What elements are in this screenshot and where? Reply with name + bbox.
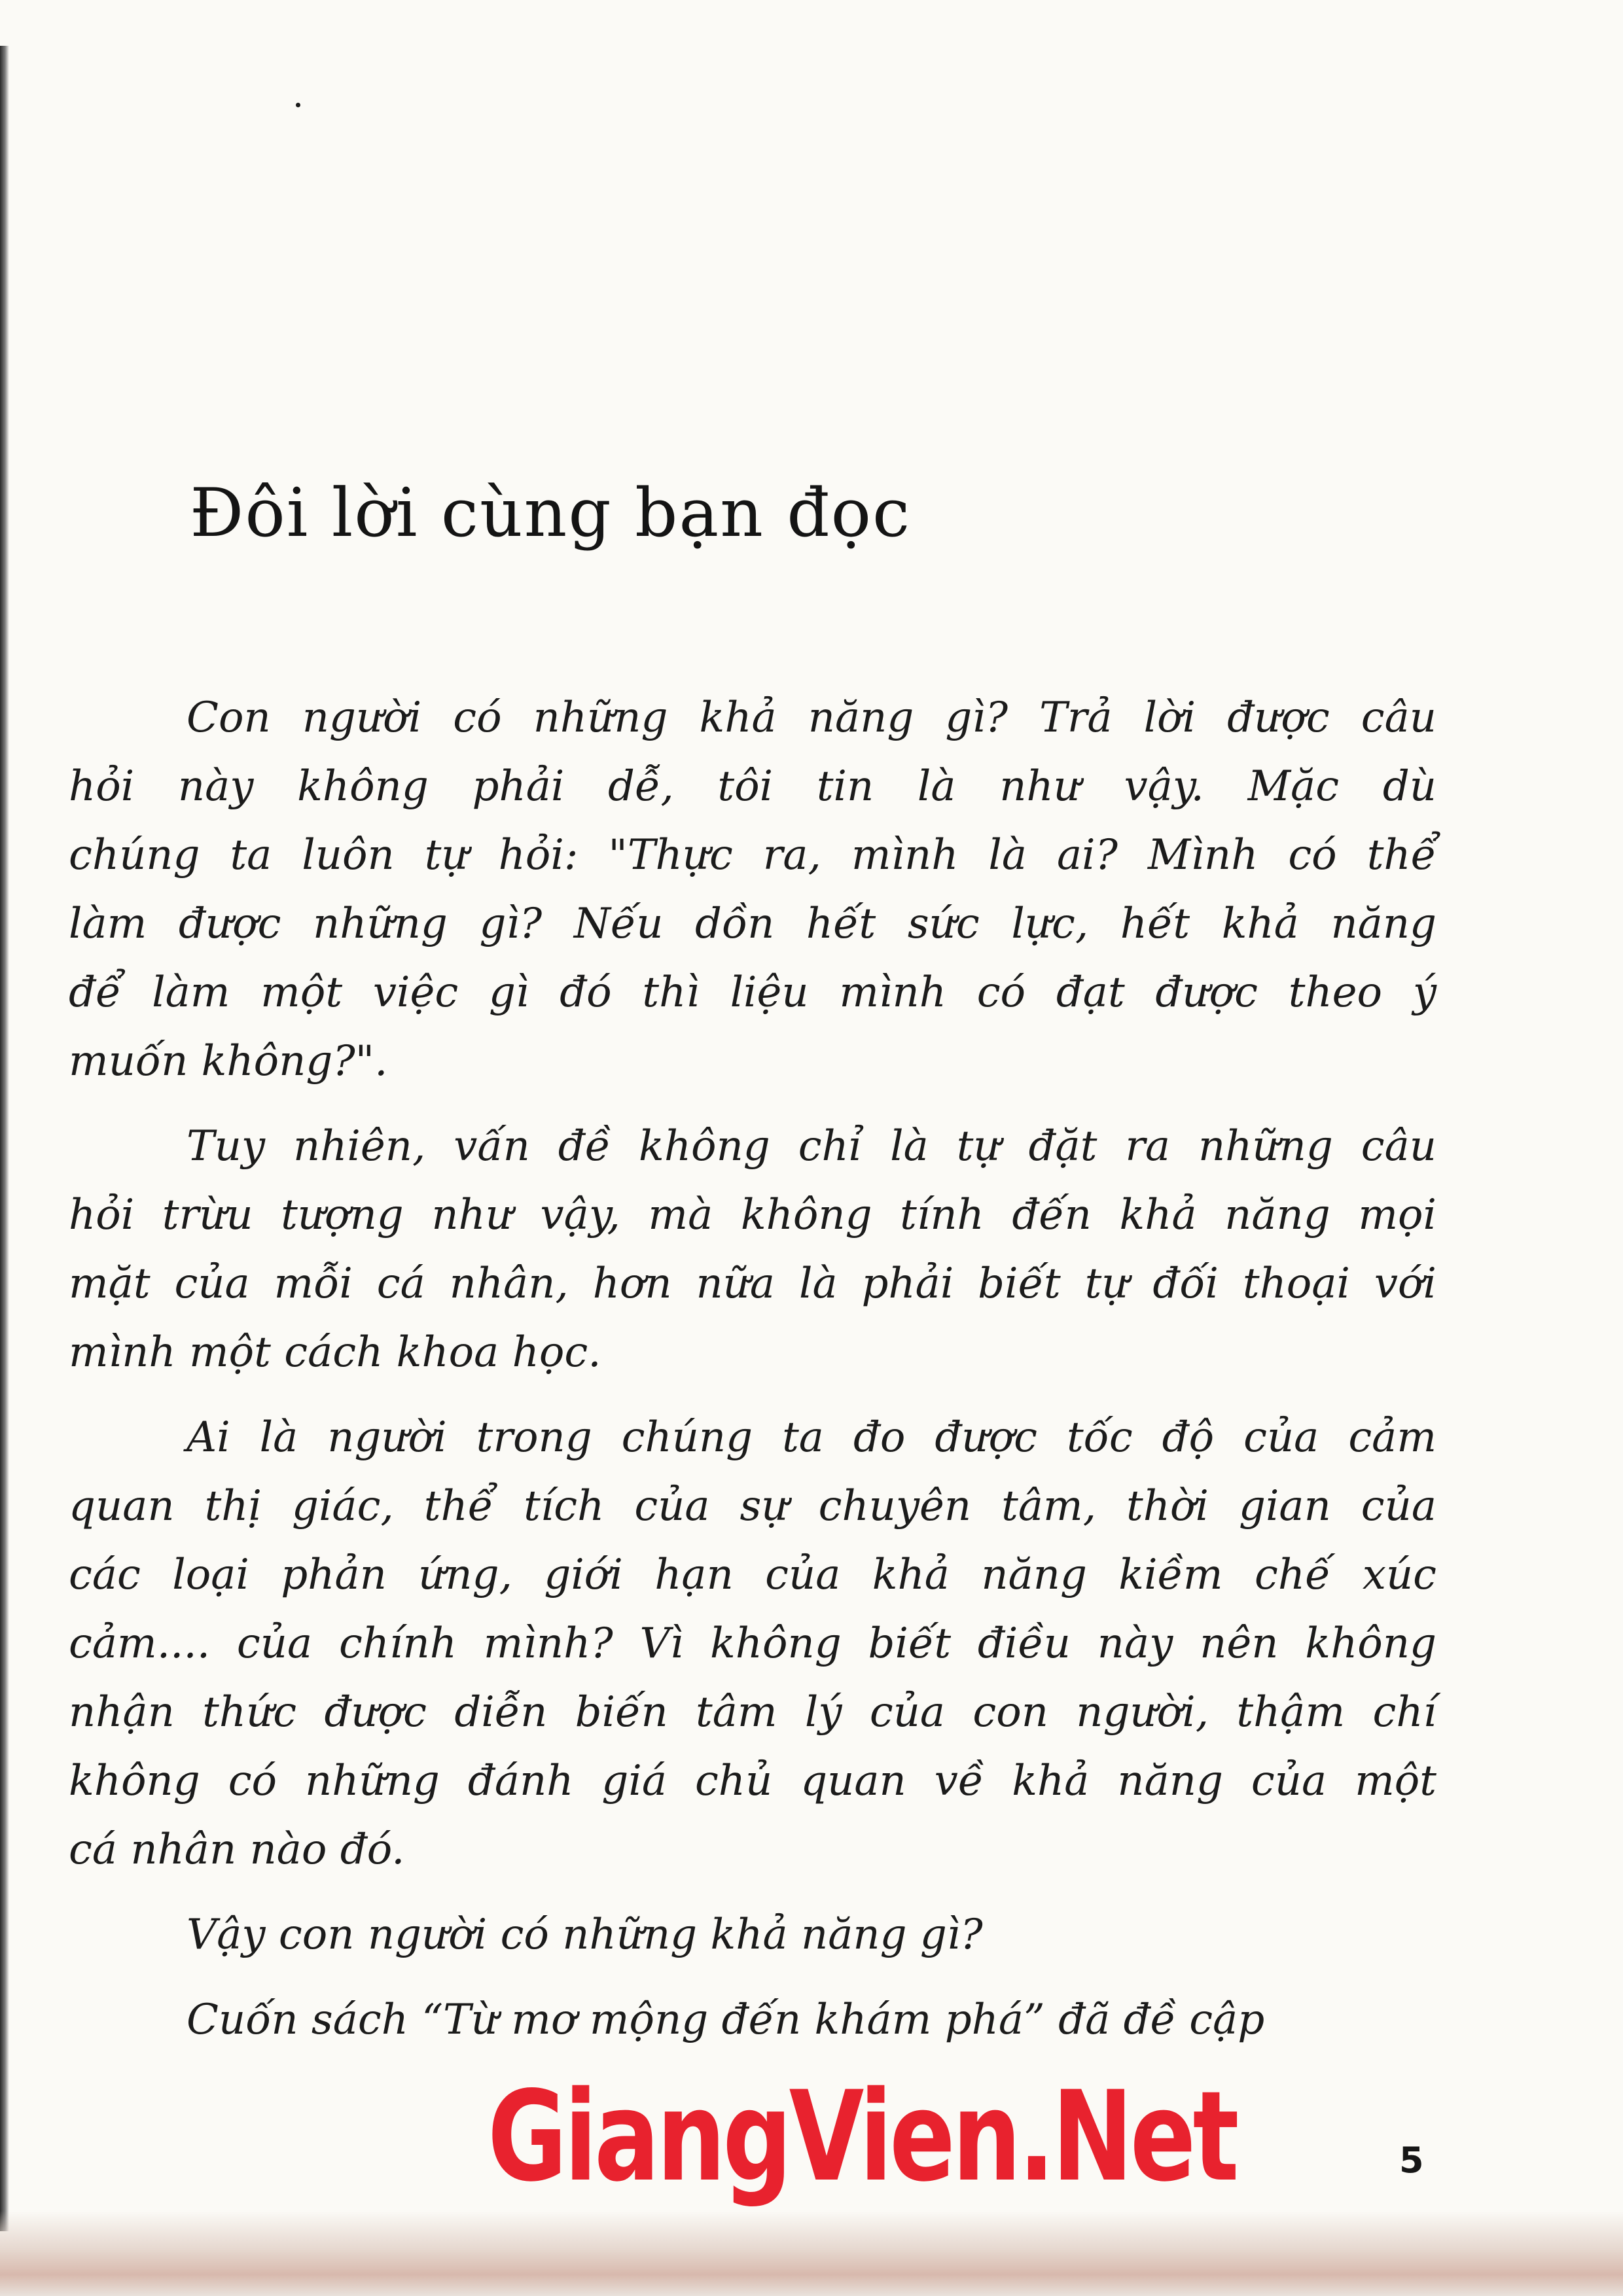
- paragraph: [69, 1404, 1436, 1884]
- text-line: chúng ta luôn tự hỏi: "Thực ra, mình là ai? Mình có thể: [69, 831, 1436, 879]
- paragraph: [69, 1112, 1436, 1387]
- text-line: làm được những gì? Nếu dồn hết sức lực, hết khả năng: [69, 900, 1436, 948]
- text-line: hỏi này không phải dễ, tôi tin là như vậy. Mặc dù: [69, 762, 1436, 811]
- text-line: Con người có những khả năng gì? Trả lời được câu: [187, 694, 1436, 742]
- text-line: các loại phản ứng, giới hạn của khả năng kiềm chế xúc: [69, 1551, 1436, 1599]
- bottom-shadow: [0, 2211, 1623, 2296]
- page-title: Đôi lời cùng bạn đọc: [190, 474, 912, 552]
- text-line: Cuốn sách “Từ mơ mộng đến khám phá” đã đề cập: [187, 1996, 1265, 2044]
- text-line: mình một cách khoa học.: [69, 1328, 601, 1377]
- page-number: 5: [1399, 2140, 1424, 2181]
- text-line: mặt của mỗi cá nhân, hơn nữa là phải biết tự đối thoại với: [69, 1260, 1436, 1308]
- paragraph: [69, 1986, 1436, 2055]
- text-line: Tuy nhiên, vấn đề không chỉ là tự đặt ra những câu: [187, 1122, 1436, 1171]
- paragraph: [69, 1901, 1436, 1969]
- text-line: muốn không?".: [69, 1037, 388, 1086]
- text-line: Vậy con người có những khả năng gì?: [187, 1911, 983, 1959]
- text-line: quan thị giác, thể tích của sự chuyên tâm, thời gian của: [69, 1482, 1436, 1530]
- text-line: cá nhân nào đó.: [69, 1826, 405, 1874]
- text-line: cảm.... của chính mình? Vì không biết điều này nên không: [69, 1619, 1436, 1668]
- paragraph-gap: [69, 1969, 1436, 1986]
- paragraph-gap: [69, 1096, 1436, 1112]
- body-text: [69, 684, 1436, 2055]
- text-line: Ai là người trong chúng ta đo được tốc độ của cảm: [187, 1413, 1436, 1462]
- text-line: hỏi trừu tượng như vậy, mà không tính đến khả năng mọi: [69, 1191, 1436, 1239]
- text-line: nhận thức được diễn biến tâm lý của con người, thậm chí: [69, 1688, 1436, 1737]
- paragraph: [69, 684, 1436, 1096]
- paragraph-gap: [69, 1884, 1436, 1901]
- ink-speck: [296, 103, 300, 107]
- page-binding-edge: [0, 46, 9, 2231]
- watermark-logo: GiangVien.Net: [488, 2064, 1236, 2209]
- text-line: không có những đánh giá chủ quan về khả năng của một: [69, 1757, 1436, 1805]
- paragraph-gap: [69, 1387, 1436, 1404]
- text-line: để làm một việc gì đó thì liệu mình có đạt được theo ý: [69, 968, 1436, 1017]
